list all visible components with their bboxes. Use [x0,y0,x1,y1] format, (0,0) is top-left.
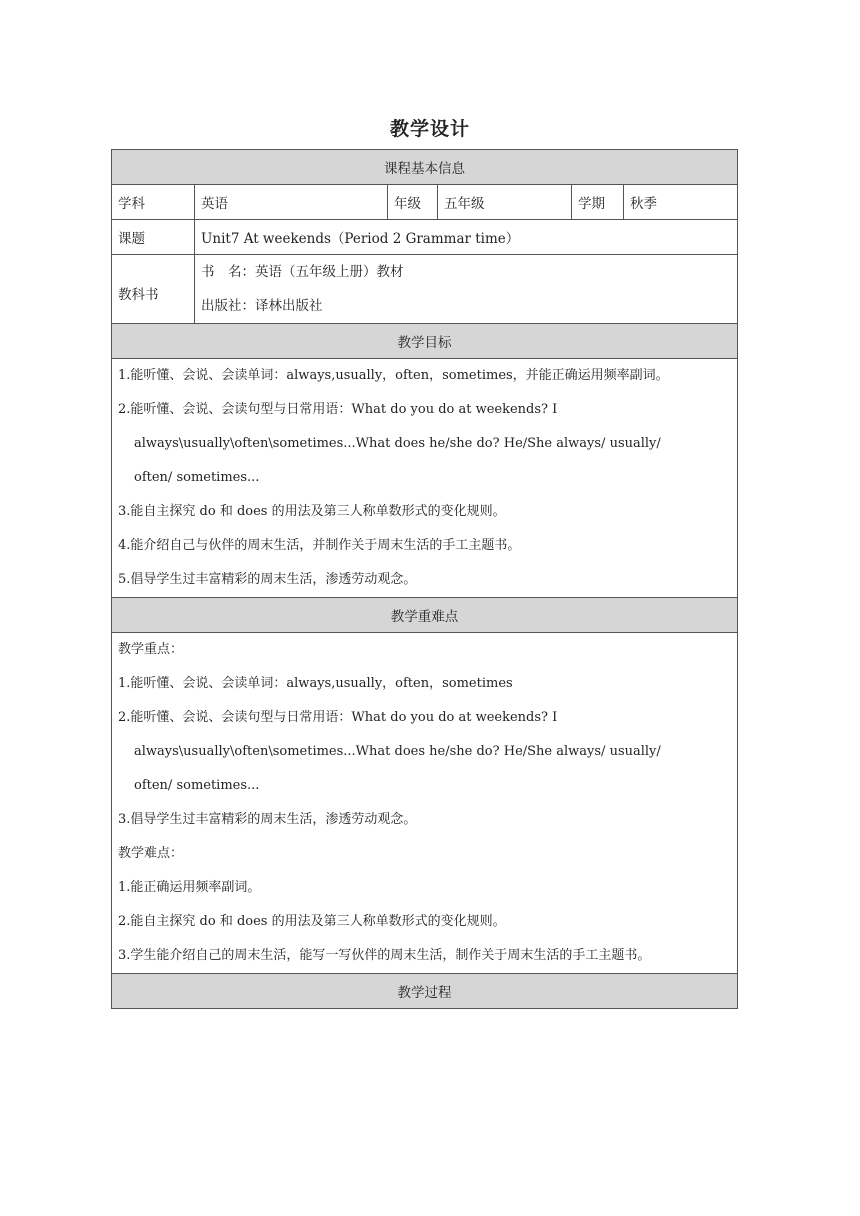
keypoints-row [112,633,738,974]
list-item: 4.能介绍自己与伙伴的周末生活，并制作关于周末生活的手工主题书。 [118,538,521,553]
textbook-publisher: 出版社：译林出版社 [201,298,323,314]
lesson-plan-table [111,149,738,1009]
section-header-goals [112,324,738,359]
list-item: 2.能听懂、会说、会读句型与日常用语：What do you do at weekends? I [118,402,558,417]
section-title: 教学重难点 [112,598,738,633]
term-label: 学期 [572,185,624,220]
list-item: 3.能自主探究 do 和 does 的用法及第三人称单数形式的变化规则。 [118,504,506,519]
difficulty-heading: 教学难点： [118,846,184,861]
list-item-continuation: often/ sometimes... [134,778,260,793]
list-item: 2.能听懂、会说、会读句型与日常用语：What do you do at weekends? I [118,710,558,725]
topic-value: Unit7 At weekends（Period 2 Grammar time） [195,220,738,255]
page-title: 教学设计 [389,118,470,140]
list-item: 2.能自主探究 do 和 does 的用法及第三人称单数形式的变化规则。 [118,914,506,929]
section-header-basic [112,150,738,185]
grade-value: 五年级 [438,185,572,220]
term-value: 秋季 [624,185,738,220]
section-header-process [112,974,738,1009]
list-item: 5.倡导学生过丰富精彩的周末生活，渗透劳动观念。 [118,572,417,587]
list-item: 1.能听懂、会说、会读单词：always,usually，often，sometimes [118,676,513,691]
subject-label: 学科 [112,185,195,220]
textbook-row [112,255,738,324]
textbook-name: 书 名：英语（五年级上册）教材 [201,264,404,280]
textbook-info [195,255,738,324]
list-item-continuation: always\usually\often\sometimes...What does he/she do? He/She always/ usually/ [134,744,661,759]
topic-row [112,220,738,255]
list-item: 3.学生能介绍自己的周末生活，能写一写伙伴的周末生活，制作关于周末生活的手工主题书。 [118,948,651,963]
focus-heading: 教学重点： [118,642,184,657]
keypoints-list [112,633,738,974]
section-title: 课程基本信息 [112,150,738,185]
list-item: 3.倡导学生过丰富精彩的周末生活，渗透劳动观念。 [118,812,417,827]
list-item: 1.能正确运用频率副词。 [118,880,261,895]
section-title: 教学目标 [112,324,738,359]
section-title: 教学过程 [112,974,738,1009]
list-item-continuation: often/ sometimes... [134,470,260,485]
subject-row [112,185,738,220]
goals-row [112,359,738,598]
textbook-label: 教科书 [112,255,195,324]
grade-label: 年级 [388,185,438,220]
subject-value: 英语 [195,185,388,220]
list-item: 1.能听懂、会说、会读单词：always,usually，often，sometimes，并能正确运用频率副词。 [118,368,669,383]
section-header-keypoints [112,598,738,633]
list-item-continuation: always\usually\often\sometimes...What does he/she do? He/She always/ usually/ [134,436,661,451]
topic-label: 课题 [112,220,195,255]
goals-list [112,359,738,598]
